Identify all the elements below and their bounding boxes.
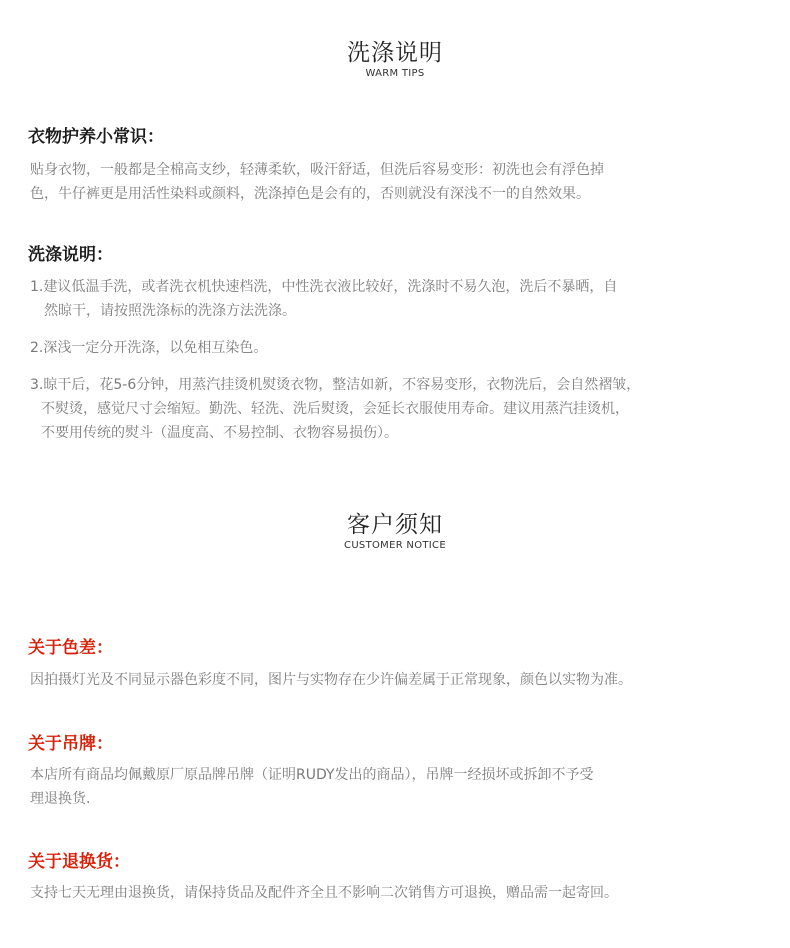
wash-item-line: 3.晾干后，花5-6分钟，用蒸汽挂烫机熨烫衣物，整洁如新，不容易变形，衣物洗后，会自然褶皱， — [30, 377, 641, 393]
care-line: 贴身衣物，一般都是全棉高支纱，轻薄柔软，吸汗舒适，但洗后容易变形：初洗也会有浮色掉 — [30, 162, 604, 178]
care-paragraph — [30, 158, 730, 206]
color-diff-text — [30, 668, 730, 692]
wash-item-3 — [30, 373, 730, 445]
color-diff-line: 因拍摄灯光及不同显示器色彩度不同，图片与实物存在少许偏差属于正常现象，颜色以实物为准。 — [30, 672, 632, 688]
wash-item-line: 不熨烫，感觉尺寸会缩短。勤洗、轻洗、洗后熨烫，会延长衣服使用寿命。建议用蒸汽挂烫机， — [41, 401, 629, 417]
returns-heading: 关于退换货： — [28, 852, 130, 872]
wash-item-line: 不要用传统的熨斗（温度高、不易控制、衣物容易损伤）。 — [41, 425, 398, 441]
section1-subtitle: WARM TIPS — [365, 68, 425, 79]
section2-subtitle: CUSTOMER NOTICE — [344, 540, 446, 551]
color-diff-heading: 关于色差： — [28, 638, 113, 658]
wash-item-line: 然晾干，请按照洗涤标的洗涤方法洗涤。 — [44, 303, 296, 319]
section1-title: 洗涤说明 — [347, 40, 443, 66]
wash-item-line: 2.深浅一定分开洗涤，以免相互染色。 — [30, 340, 268, 356]
tag-line: 理退换货. — [30, 791, 91, 807]
wash-item-2 — [30, 336, 730, 360]
wash-item-1 — [30, 275, 730, 323]
section2-title: 客户须知 — [347, 512, 443, 538]
care-line: 色，牛仔裤更是用活性染料或颜料，洗涤掉色是会有的，否则就没有深浅不一的自然效果。 — [30, 186, 590, 202]
returns-text — [30, 881, 730, 905]
wash-item-line: 1.建议低温手洗，或者洗衣机快速档洗，中性洗衣液比较好，洗涤时不易久泡，洗后不暴晒，自 — [30, 279, 618, 295]
tag-text — [30, 763, 730, 811]
tag-heading: 关于吊牌： — [28, 734, 113, 754]
care-heading: 衣物护养小常识： — [28, 127, 164, 147]
returns-line: 支持七天无理由退换货，请保持货品及配件齐全且不影响二次销售方可退换，赠品需一起寄回。 — [30, 885, 618, 901]
tag-line: 本店所有商品均佩戴原厂原品牌吊牌（证明RUDY发出的商品），吊牌一经损坏或拆卸不予受 — [30, 767, 594, 783]
wash-heading: 洗涤说明： — [28, 245, 113, 265]
